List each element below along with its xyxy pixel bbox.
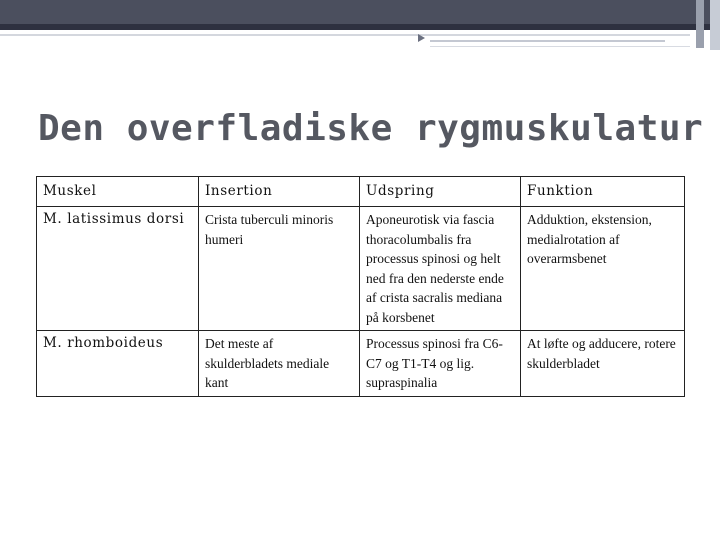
cell-funktion: At løfte og adducere, rotere skulderbladet bbox=[521, 331, 685, 397]
decorative-line bbox=[430, 40, 665, 42]
table-row bbox=[37, 331, 685, 397]
corner-decoration bbox=[692, 0, 720, 50]
muscle-table bbox=[36, 176, 685, 397]
cell-muskel: M. latissimus dorsi bbox=[37, 207, 199, 331]
table-header-row bbox=[37, 177, 685, 207]
header-funktion: Funktion bbox=[521, 177, 685, 207]
corner-block-light bbox=[710, 0, 720, 50]
cell-udspring: Processus spinosi fra C6-C7 og T1-T4 og lig. supraspinalia bbox=[360, 331, 521, 397]
header-insertion: Insertion bbox=[199, 177, 360, 207]
table-row bbox=[37, 207, 685, 331]
header-udspring: Udspring bbox=[360, 177, 521, 207]
header-bar-shadow bbox=[0, 24, 720, 30]
slide-title: Den overfladiske rygmuskulatur bbox=[38, 108, 704, 149]
cell-muskel: M. rhomboideus bbox=[37, 331, 199, 397]
decorative-line bbox=[430, 46, 690, 47]
decorative-line bbox=[0, 34, 690, 36]
header-bar bbox=[0, 0, 720, 24]
cell-insertion: Crista tuberculi minoris humeri bbox=[199, 207, 360, 331]
header-muskel: Muskel bbox=[37, 177, 199, 207]
cell-udspring: Aponeurotisk via fascia thoracolumbalis fra processus spinosi og helt ned fra den nederste ende af crista sacralis mediana på korsbenet bbox=[360, 207, 521, 331]
cell-insertion: Det meste af skulderbladets mediale kant bbox=[199, 331, 360, 397]
corner-block-dark bbox=[696, 0, 704, 48]
cell-funktion: Adduktion, ekstension, medialrotation af overarmsbenet bbox=[521, 207, 685, 331]
decorative-arrow-icon bbox=[418, 34, 425, 42]
